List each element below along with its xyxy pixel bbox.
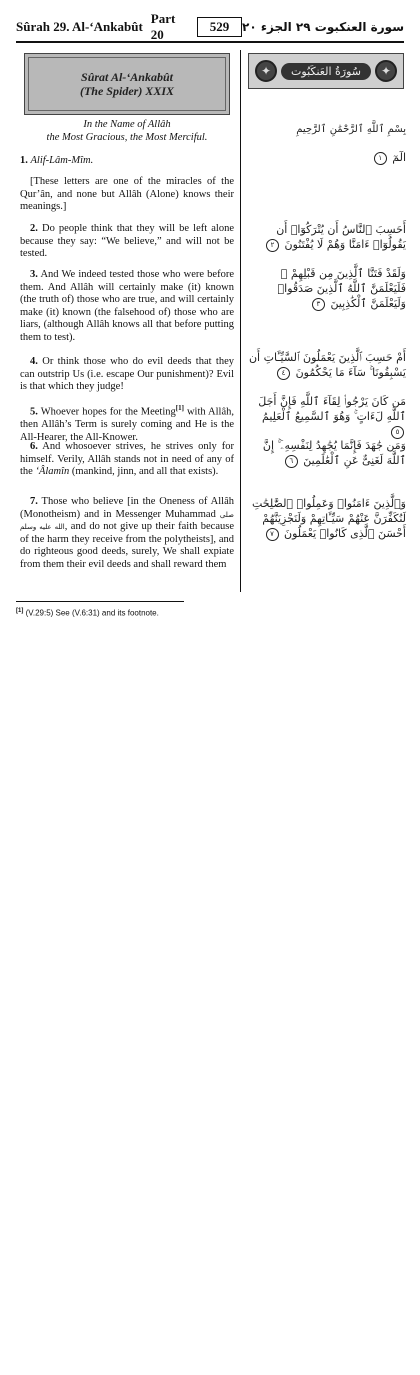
arabic-verse-6 (248, 438, 406, 468)
verse-number: 2. (30, 223, 38, 234)
footnote (16, 608, 159, 618)
arabic-verse-2 (248, 222, 406, 252)
arabic-verse-1 (248, 150, 406, 165)
surah-banner-arabic (248, 53, 404, 89)
arabic-verse-4 (248, 350, 406, 380)
banner-line-1: Sûrat Al-‘Ankabût (81, 70, 173, 84)
footnote-mark: [1] (16, 608, 24, 614)
verse-text-italic: ‘Âlamîn (35, 466, 70, 478)
verse-2 (20, 223, 234, 261)
footnote-reference[interactable]: [1] (175, 404, 184, 412)
arabic-verse-7 (248, 496, 406, 541)
arabic-verse-text: أَمْ حَسِبَ ٱلَّذِينَ يَعْمَلُونَ ٱلسَّيِّـَٔاتِ أَن يَسْبِقُونَا ۚ سَآءَ مَا يَحْكُمُونَ (248, 351, 406, 379)
verse-4 (20, 356, 234, 394)
verse-text: Or think those who do evil deeds that they can outstrip Us (i.e. escape Our punishment)? Evil is that which they judge! (20, 356, 234, 393)
verse-number: 3. (30, 269, 38, 280)
arabic-verse-3 (248, 266, 406, 311)
surah-title: Sûrah 29. Al-‘Ankabût (16, 19, 143, 34)
verse-number: 6. (30, 441, 38, 452)
arabic-verse-5 (248, 394, 406, 439)
verse-3 (20, 269, 234, 345)
verse-text: with Allâh, then Allâh’s Term is surely coming and He is the All-Hearer, the All-Knower. (20, 406, 235, 443)
verse-text: Those who believe [in the Oneness of Allâh (Monotheism) and in Messenger Muhammad (20, 496, 235, 520)
ornament-medallion-icon: ✦ (375, 60, 397, 82)
verse-note (20, 176, 234, 214)
arabic-verse-text: مَن كَانَ يَرْجُوا۟ لِقَآءَ ٱللَّهِ فَإِنَّ أَجَلَ ٱللَّهِ لَءَاتٍ ۚ وَهُوَ ٱلسَّمِيعُ ٱلْعَلِيمُ (258, 395, 406, 423)
verse-text: , and do not give up their faith because of the harm they receive from the polytheists], and do righteous good deeds, surely, We shall expiate from them their evil deeds and shall reward them (20, 521, 234, 570)
invocation-line-2: the Most Gracious, the Most Merciful. (46, 132, 208, 143)
verse-number: 1. (20, 155, 28, 166)
footnote-text: (V.29:5) See (V.6:31) and its footnote. (25, 608, 159, 618)
banner-line-2: (The Spider) XXIX (79, 84, 174, 98)
verse-text: Whoever hopes for the Meeting (40, 406, 176, 418)
arabic-verse-text: وَلَقَدْ فَتَنَّا ٱلَّذِينَ مِن قَبْلِهِمْ ۖ فَلَيَعْلَمَنَّ ٱللَّهُ ٱلَّذِينَ صَدَقُوا۟ وَلَيَعْلَمَنَّ ٱلْكَٰذِبِينَ (277, 267, 406, 310)
verse-end-marker-icon: ٥ (391, 426, 404, 439)
verse-end-marker-icon: ٧ (266, 528, 279, 541)
verse-end-marker-icon: ١ (374, 152, 387, 165)
verse-7 (20, 496, 234, 572)
arabic-verse-text: وَٱلَّذِينَ ءَامَنُوا۟ وَعَمِلُوا۟ ٱلصَّٰلِحَٰتِ لَنُكَفِّرَنَّ عَنْهُمْ سَيِّـَٔاتِهِمْ وَلَنَجْزِيَنَّهُمْ أَحْسَنَ ٱلَّذِى كَانُوا۟ يَعْمَلُونَ (252, 497, 406, 540)
verse-number: 5. (30, 406, 38, 418)
verse-1 (20, 155, 234, 168)
footnote-rule (16, 601, 184, 602)
verse-text: Alif-Lâm-Mîm. (30, 155, 94, 166)
arabic-basmala: بِسْمِ ٱللَّهِ ٱلرَّحْمَٰنِ ٱلرَّحِيمِ (296, 124, 406, 135)
verse-end-marker-icon: ٢ (266, 239, 279, 252)
verse-5 (20, 402, 234, 444)
arabic-verse-text: أَحَسِبَ ٱلنَّاسُ أَن يُتْرَكُوٓا۟ أَن يَقُولُوٓا۟ ءَامَنَّا وَهُمْ لَا يُفْتَنُونَ (276, 223, 406, 251)
page-header (16, 11, 404, 42)
header-rule (16, 41, 404, 43)
arabic-header: سورة العنكبوت ٢٩ الجزء ٢٠ (242, 20, 404, 34)
verse-number: 4. (30, 356, 38, 367)
column-divider (240, 50, 241, 592)
page-number: 529 (197, 17, 242, 37)
verse-text: And We indeed tested those who were before them. And Allâh will certainly make (it) known (the truth of) those who are true, and will certainly make (it) known (the falsehood of) those who are liars, (although Allâh knows all that before putting them to test). (20, 269, 234, 343)
salutation-glyph: صلى الله عليه وسلم (20, 510, 234, 532)
verse-text: Do people think that they will be left alone because they say: “We believe,” and will not be tested. (20, 223, 235, 260)
verse-text: (mankind, jinn, and all that exists). (69, 466, 219, 478)
part-label: Part 20 (150, 11, 176, 42)
verse-number: 7. (30, 496, 38, 507)
arabic-verse-text: الٓمٓ (392, 151, 406, 164)
ornament-medallion-icon: ✦ (255, 60, 277, 82)
surah-banner-english (24, 53, 230, 115)
verse-text: And whosoever strives, he strives only for himself. Verily, Allâh stands not in need of any of the (20, 441, 235, 478)
verse-6 (20, 441, 234, 479)
arabic-verse-text: وَمَن جَٰهَدَ فَإِنَّمَا يُجَٰهِدُ لِنَفْسِهِۦٓ ۚ إِنَّ ٱللَّهَ لَغَنِىٌّ عَنِ ٱلْعَٰلَمِينَ (262, 439, 406, 467)
verse-text: [These letters are one of the miracles of the Qur’ân, and none but Allâh (Alone) knows their meanings.] (20, 176, 234, 213)
invocation (20, 118, 234, 144)
verse-end-marker-icon: ٦ (285, 455, 298, 468)
banner-arabic-title: سُورَةُ العَنكَبُوت (281, 63, 371, 80)
invocation-line-1: In the Name of Allâh (83, 119, 171, 130)
verse-end-marker-icon: ٤ (277, 367, 290, 380)
verse-end-marker-icon: ٣ (312, 298, 325, 311)
